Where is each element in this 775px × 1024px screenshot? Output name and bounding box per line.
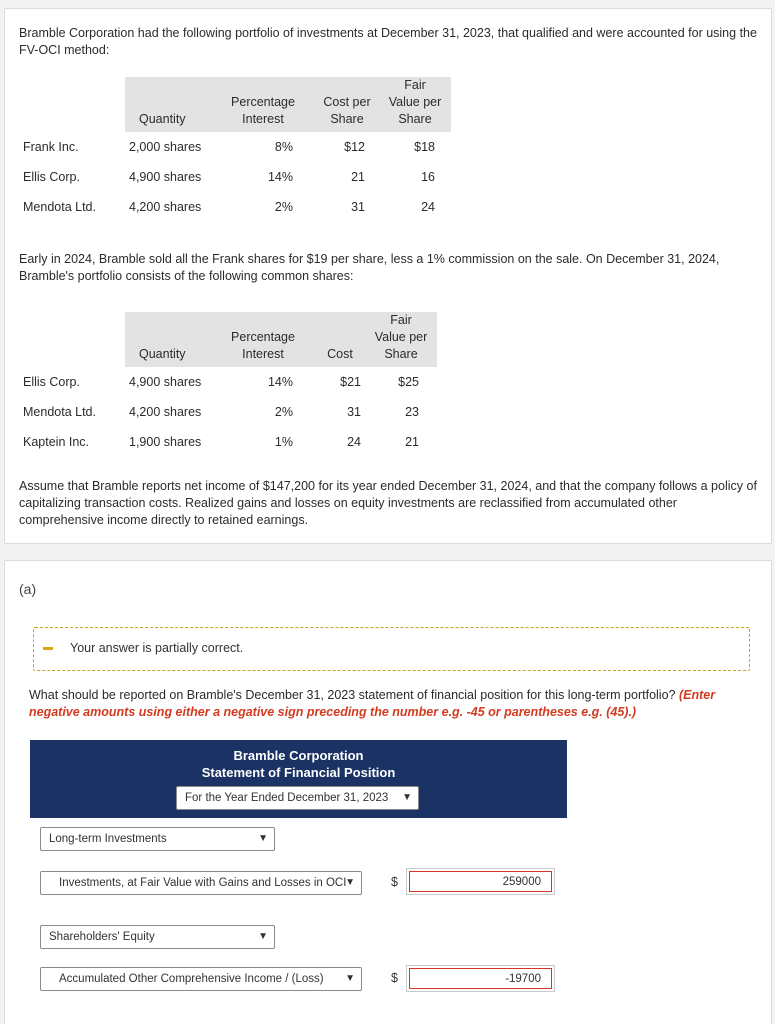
line1-amount-input[interactable]: 259000 bbox=[406, 868, 555, 895]
table-row: Mendota Ltd. 4,200 shares 2% 31 23 bbox=[23, 404, 419, 419]
chevron-down-icon: ▼ bbox=[258, 833, 268, 844]
instruction-text: (Enter negative amounts using either a negative sign preceding the number e.g. -45 or parentheses e.g. (45).) bbox=[29, 688, 716, 719]
chevron-down-icon: ▼ bbox=[345, 973, 355, 984]
table-row: Ellis Corp. 4,900 shares 14% $21 $25 bbox=[23, 374, 419, 389]
line2-amount-input[interactable]: -19700 bbox=[406, 965, 555, 992]
line1-currency: $ bbox=[391, 875, 398, 889]
section2-select[interactable]: Shareholders' Equity ▼ bbox=[40, 925, 275, 949]
problem-closing: Assume that Bramble reports net income of $147,200 for its year ended December 31, 2024, and that the company follows a policy of capitalizing transaction costs. Realized gains and losses on equity investments are reclassified from accumulated other comprehensive income directly to retained earnings. bbox=[19, 479, 757, 527]
portfolio-2024-table bbox=[17, 312, 437, 457]
line2-select[interactable]: Accumulated Other Comprehensive Income / (Loss) ▼ bbox=[40, 967, 362, 991]
line2-currency: $ bbox=[391, 971, 398, 985]
table-row: Mendota Ltd. 4,200 shares 2% 31 24 bbox=[23, 199, 435, 214]
period-select[interactable]: For the Year Ended December 31, 2023 ▼ bbox=[176, 786, 419, 810]
statement-header bbox=[30, 740, 567, 818]
chevron-down-icon: ▼ bbox=[258, 931, 268, 942]
col-cost: Cost bbox=[315, 312, 365, 367]
col-fair-value: Fair Value per Share bbox=[365, 312, 437, 367]
statement-title: Statement of Financial Position bbox=[201, 765, 396, 780]
partial-correct-text: Your answer is partially correct. bbox=[70, 641, 244, 655]
col-fair-value: Fair Value per Share bbox=[379, 77, 451, 132]
problem-middle: Early in 2024, Bramble sold all the Frank shares for $19 per share, less a 1% commission on the sale. On December 31, 2024, Bramble's portfolio consists of the following common shares: bbox=[19, 252, 720, 283]
table-row: Kaptein Inc. 1,900 shares 1% 24 21 bbox=[23, 434, 419, 449]
table-row: Ellis Corp. 4,900 shares 14% 21 16 bbox=[23, 169, 435, 184]
portfolio-2023-table bbox=[17, 77, 451, 222]
section1-select[interactable]: Long-term Investments ▼ bbox=[40, 827, 275, 851]
partial-correct-notice bbox=[33, 627, 750, 671]
line1-select[interactable]: Investments, at Fair Value with Gains and Losses in OCI ▼ bbox=[40, 871, 362, 895]
problem-intro: Bramble Corporation had the following portfolio of investments at December 31, 2023, that qualified and were accounted for using the FV-OCI method: bbox=[19, 26, 757, 57]
chevron-down-icon: ▼ bbox=[345, 877, 355, 888]
partial-dash-icon bbox=[43, 647, 53, 650]
col-percentage-interest: Percentage Interest bbox=[211, 77, 315, 132]
col-cost-per-share: Cost per Share bbox=[315, 77, 379, 132]
company-name: Bramble Corporation bbox=[233, 748, 364, 763]
answer-card bbox=[4, 560, 772, 1024]
part-label: (a) bbox=[19, 581, 37, 597]
problem-card bbox=[4, 8, 772, 544]
col-quantity: Quantity bbox=[125, 77, 211, 132]
question-text: What should be reported on Bramble's December 31, 2023 statement of financial position for this long-term portfolio? (Enter negative amounts using either a negative sign preceding the number e.g. -45 or parentheses e.g. (45).) bbox=[29, 688, 716, 719]
col-percentage-interest: Percentage Interest bbox=[211, 312, 315, 367]
table-row: Frank Inc. 2,000 shares 8% $12 $18 bbox=[23, 139, 435, 154]
col-quantity: Quantity bbox=[125, 312, 211, 367]
chevron-down-icon: ▼ bbox=[402, 792, 412, 803]
